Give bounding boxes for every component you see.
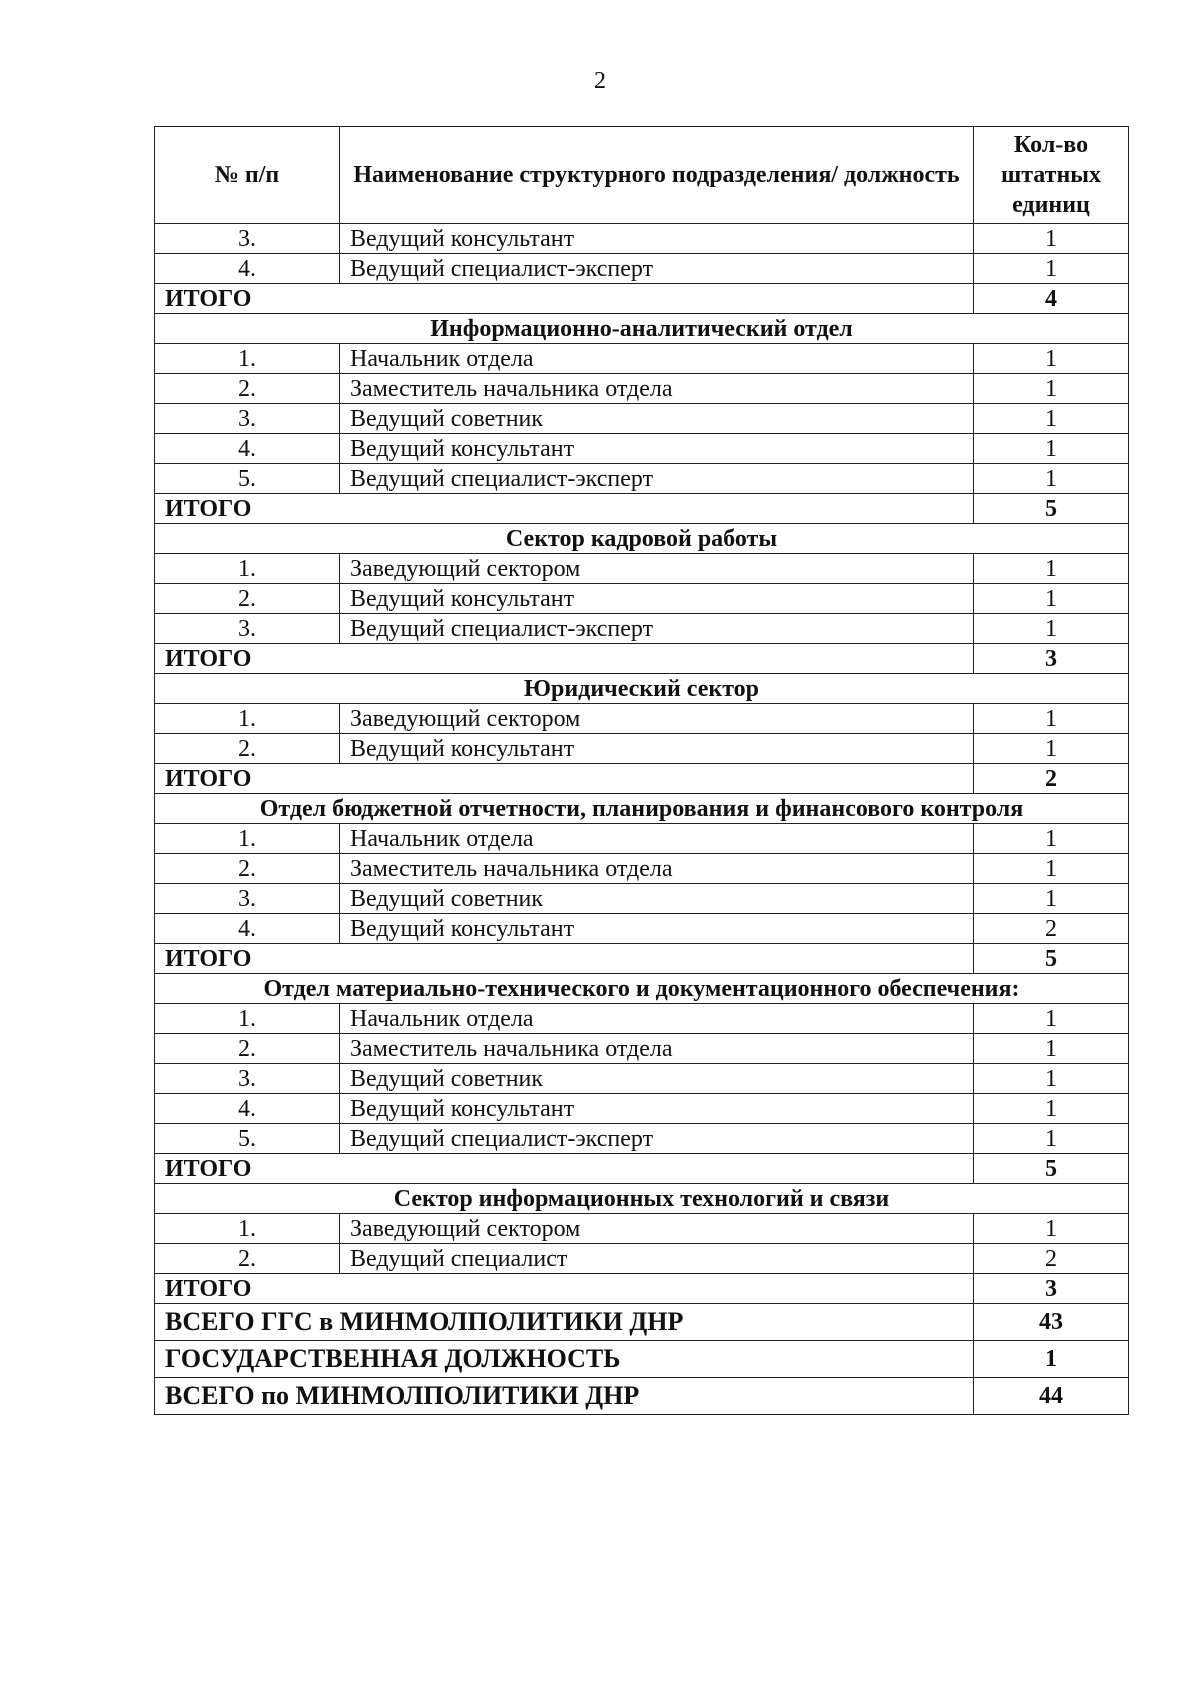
position-qty: 1 [974, 584, 1129, 614]
staff-table [154, 126, 1129, 1415]
section-header-row [155, 524, 1129, 554]
section-header-row [155, 794, 1129, 824]
table-row [155, 404, 1129, 434]
table-row [155, 344, 1129, 374]
position-name: Заместитель начальника отдела [340, 374, 974, 404]
total-qty: 3 [974, 644, 1129, 674]
header-qty: Кол-во штатных единиц [974, 127, 1129, 224]
total-qty: 5 [974, 944, 1129, 974]
section-header-row [155, 974, 1129, 1004]
row-number: 1. [155, 554, 340, 584]
position-name: Заместитель начальника отдела [340, 1034, 974, 1064]
position-name: Ведущий специалист-эксперт [340, 464, 974, 494]
row-number: 4. [155, 254, 340, 284]
position-qty: 1 [974, 254, 1129, 284]
table-row [155, 1214, 1129, 1244]
position-name: Ведущий консультант [340, 1094, 974, 1124]
section-header-row [155, 314, 1129, 344]
table-row [155, 554, 1129, 584]
position-qty: 2 [974, 914, 1129, 944]
total-row [155, 944, 1129, 974]
row-number: 2. [155, 374, 340, 404]
position-qty: 1 [974, 1214, 1129, 1244]
grand-total-qty: 44 [974, 1378, 1129, 1415]
total-label: ИТОГО [155, 284, 974, 314]
position-qty: 2 [974, 1244, 1129, 1274]
position-name: Ведущий специалист-эксперт [340, 1124, 974, 1154]
position-qty: 1 [974, 374, 1129, 404]
row-number: 3. [155, 614, 340, 644]
section-header-row [155, 1184, 1129, 1214]
position-qty: 1 [974, 1064, 1129, 1094]
position-qty: 1 [974, 344, 1129, 374]
position-qty: 1 [974, 1094, 1129, 1124]
section-title: Юридический сектор [155, 674, 1129, 704]
total-label: ИТОГО [155, 1154, 974, 1184]
section-header-row [155, 674, 1129, 704]
header-num: № п/п [155, 127, 340, 224]
position-name: Ведущий советник [340, 1064, 974, 1094]
table-row [155, 224, 1129, 254]
row-number: 5. [155, 1124, 340, 1154]
table-row [155, 1034, 1129, 1064]
table-row [155, 614, 1129, 644]
position-name: Ведущий специалист-эксперт [340, 254, 974, 284]
position-qty: 1 [974, 1124, 1129, 1154]
table-row [155, 914, 1129, 944]
grand-total-row [155, 1304, 1129, 1341]
grand-total-row [155, 1378, 1129, 1415]
section-title: Сектор кадровой работы [155, 524, 1129, 554]
position-qty: 1 [974, 404, 1129, 434]
section-title: Сектор информационных технологий и связи [155, 1184, 1129, 1214]
total-row [155, 494, 1129, 524]
position-qty: 1 [974, 554, 1129, 584]
row-number: 2. [155, 854, 340, 884]
position-qty: 1 [974, 884, 1129, 914]
row-number: 4. [155, 434, 340, 464]
position-name: Начальник отдела [340, 1004, 974, 1034]
position-name: Ведущий консультант [340, 584, 974, 614]
grand-total-label: ВСЕГО ГГС в МИНМОЛПОЛИТИКИ ДНР [155, 1304, 974, 1341]
total-label: ИТОГО [155, 1274, 974, 1304]
total-qty: 5 [974, 494, 1129, 524]
section-title: Информационно-аналитический отдел [155, 314, 1129, 344]
row-number: 4. [155, 914, 340, 944]
position-qty: 1 [974, 1004, 1129, 1034]
row-number: 1. [155, 1214, 340, 1244]
total-label: ИТОГО [155, 944, 974, 974]
position-name: Заместитель начальника отдела [340, 854, 974, 884]
total-qty: 3 [974, 1274, 1129, 1304]
total-label: ИТОГО [155, 494, 974, 524]
grand-totals [155, 1304, 1129, 1415]
table-row [155, 464, 1129, 494]
section-title: Отдел материально-технического и документационного обеспечения: [155, 974, 1129, 1004]
page-number: 2 [594, 68, 606, 94]
table-row [155, 1094, 1129, 1124]
table-row [155, 374, 1129, 404]
row-number: 1. [155, 824, 340, 854]
row-number: 5. [155, 464, 340, 494]
table-row [155, 824, 1129, 854]
total-qty: 2 [974, 764, 1129, 794]
row-number: 4. [155, 1094, 340, 1124]
row-number: 2. [155, 1244, 340, 1274]
table-row [155, 854, 1129, 884]
position-qty: 1 [974, 734, 1129, 764]
table-body [155, 224, 1129, 314]
section-title: Отдел бюджетной отчетности, планирования и финансового контроля [155, 794, 1129, 824]
position-name: Ведущий консультант [340, 734, 974, 764]
table-row [155, 704, 1129, 734]
row-number: 2. [155, 734, 340, 764]
table-row [155, 434, 1129, 464]
row-number: 3. [155, 404, 340, 434]
row-number: 1. [155, 344, 340, 374]
sections-body [155, 314, 1129, 1304]
table-row [155, 1004, 1129, 1034]
grand-total-qty: 43 [974, 1304, 1129, 1341]
total-row [155, 764, 1129, 794]
position-name: Ведущий специалист [340, 1244, 974, 1274]
position-qty: 1 [974, 434, 1129, 464]
position-name: Заведующий сектором [340, 1214, 974, 1244]
table-row [155, 884, 1129, 914]
table-header-row [155, 127, 1129, 224]
total-label: ИТОГО [155, 644, 974, 674]
total-row [155, 1274, 1129, 1304]
row-number: 1. [155, 1004, 340, 1034]
position-name: Ведущий консультант [340, 224, 974, 254]
table-row [155, 1124, 1129, 1154]
position-name: Начальник отдела [340, 344, 974, 374]
total-qty: 4 [974, 284, 1129, 314]
total-label: ИТОГО [155, 764, 974, 794]
position-qty: 1 [974, 824, 1129, 854]
position-name: Ведущий консультант [340, 914, 974, 944]
position-qty: 1 [974, 1034, 1129, 1064]
row-number: 1. [155, 704, 340, 734]
position-name: Ведущий специалист-эксперт [340, 614, 974, 644]
row-number: 2. [155, 584, 340, 614]
position-name: Начальник отдела [340, 824, 974, 854]
position-qty: 1 [974, 704, 1129, 734]
total-row [155, 284, 1129, 314]
position-name: Заведующий сектором [340, 704, 974, 734]
grand-total-label: ВСЕГО по МИНМОЛПОЛИТИКИ ДНР [155, 1378, 974, 1415]
total-row [155, 1154, 1129, 1184]
total-row [155, 644, 1129, 674]
grand-total-row [155, 1341, 1129, 1378]
position-name: Ведущий советник [340, 884, 974, 914]
position-qty: 1 [974, 614, 1129, 644]
position-name: Ведущий консультант [340, 434, 974, 464]
table-row [155, 1064, 1129, 1094]
row-number: 2. [155, 1034, 340, 1064]
position-name: Ведущий советник [340, 404, 974, 434]
total-qty: 5 [974, 1154, 1129, 1184]
row-number: 3. [155, 1064, 340, 1094]
grand-total-label: ГОСУДАРСТВЕННАЯ ДОЛЖНОСТЬ [155, 1341, 974, 1378]
position-name: Заведующий сектором [340, 554, 974, 584]
position-qty: 1 [974, 224, 1129, 254]
row-number: 3. [155, 224, 340, 254]
row-number: 3. [155, 884, 340, 914]
grand-total-qty: 1 [974, 1341, 1129, 1378]
table-row [155, 734, 1129, 764]
table-row [155, 584, 1129, 614]
position-qty: 1 [974, 854, 1129, 884]
header-name: Наименование структурного подразделения/ должность [340, 127, 974, 224]
position-qty: 1 [974, 464, 1129, 494]
table-row [155, 1244, 1129, 1274]
table-row [155, 254, 1129, 284]
